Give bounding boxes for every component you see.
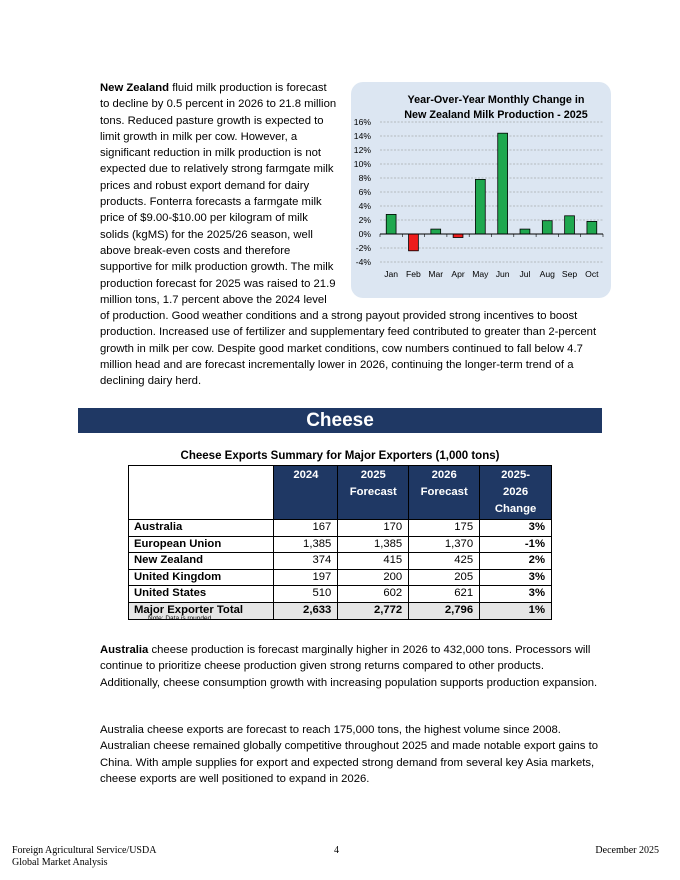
x-tick-label: Aug: [539, 269, 555, 279]
total-2026: 2,796: [409, 602, 480, 619]
australia-body: cheese production is forecast marginally higher in 2026 to 432,000 tons. Processors will continue to prioritize cheese production given strong returns compared to other products. Additionally, cheese consumption growth with increasing population supports production expansion.: [100, 644, 598, 689]
header-2025: [338, 466, 409, 520]
total-name: Major Exporter Total: [129, 602, 274, 619]
cheese-exports-table: [128, 465, 552, 620]
cell-change: 3%: [480, 520, 552, 537]
footer-date: December 2025: [595, 845, 659, 856]
x-tick-label: Jun: [495, 269, 510, 279]
total-change: 1%: [480, 602, 552, 619]
chart-title-line: Year-Over-Year Monthly Change in: [407, 94, 585, 106]
header-line: 2024: [293, 469, 319, 481]
cell-2026: 1,370: [409, 536, 480, 553]
header-line: 2025: [360, 469, 386, 481]
cell-2025: 200: [338, 569, 409, 586]
header-line: Change: [494, 503, 537, 515]
header-line: 2025-: [501, 469, 530, 481]
x-tick-label: Oct: [585, 269, 599, 279]
row-name: Australia: [129, 520, 274, 537]
cell-2025: 170: [338, 520, 409, 537]
x-tick-label: Jul: [519, 269, 531, 279]
footer-agency: [12, 845, 156, 869]
y-tick-label: 16%: [353, 117, 371, 127]
header-line: Forecast: [420, 486, 468, 498]
y-tick-label: 14%: [353, 131, 371, 141]
cell-2026: 425: [409, 553, 480, 570]
y-tick-label: 0%: [358, 229, 371, 239]
x-tick-label: Apr: [451, 269, 465, 279]
header-blank: [129, 466, 274, 520]
australia-paragraph: [100, 642, 600, 691]
x-tick-label: Feb: [406, 269, 421, 279]
total-2025: 2,772: [338, 602, 409, 619]
table-row: [129, 520, 552, 537]
table-note: Note: Data is rounded.: [148, 615, 214, 622]
row-name: United States: [129, 586, 274, 603]
y-tick-label: 6%: [358, 187, 371, 197]
x-tick-label: Jan: [384, 269, 399, 279]
row-name: European Union: [129, 536, 274, 553]
y-tick-label: -4%: [355, 257, 371, 267]
x-tick-label: May: [472, 269, 489, 279]
cell-2026: 175: [409, 520, 480, 537]
nz-lead: New Zealand: [100, 82, 170, 94]
footer-report-name: Global Market Analysis: [12, 857, 108, 868]
australia-lead: Australia: [100, 644, 149, 656]
cell-2024: 197: [274, 569, 338, 586]
row-name: New Zealand: [129, 553, 274, 570]
x-tick-label: Sep: [561, 269, 578, 279]
y-tick-label: 12%: [353, 145, 371, 155]
cell-2024: 510: [274, 586, 338, 603]
cell-change: 3%: [480, 586, 552, 603]
cell-2024: 167: [274, 520, 338, 537]
cell-2026: 621: [409, 586, 480, 603]
x-tick-label: Mar: [428, 269, 444, 279]
header-2026: [409, 466, 480, 520]
table-row: [129, 569, 552, 586]
table-header-row: [129, 466, 552, 520]
cell-2024: 374: [274, 553, 338, 570]
y-tick-label: 4%: [358, 201, 371, 211]
table-row: [129, 586, 552, 603]
cell-change: 3%: [480, 569, 552, 586]
header-line: 2026: [502, 486, 529, 498]
section-header-cheese: Cheese: [78, 408, 602, 433]
y-tick-label: -2%: [355, 243, 371, 253]
total-2024: 2,633: [274, 602, 338, 619]
nz-body: fluid milk production is forecast to decline by 0.5 percent in 2026 to 21.8 million tons. Reduced pasture growth is expected to limit growth in milk per cow. However, a significant reduction in milk production is not expected due to relatively strong farmgate milk prices and robust export demand for dairy products. Fonterra forecasts a farmgate milk price of $9.00-$10.00 per kilogram of milk solids (kgMS) for the 2025/26 season, well above break-even costs and therefore supportive for milk production growth. The milk production forecast for 2025 was raised to 21.9 million tons, 1.7 percent above the 2024 level of production. Good weather conditions and a strong payout provided strong incentives to boost production. Increased use of fertilizer and supplementary feed contributed to greater than 2-percent growth in milk per cow. Despite good market conditions, cow numbers continued to fall below 4.7 million head and are forecast incrementally lower in 2026, continuing the longer-term trend of a declining dairy herd.: [100, 82, 597, 388]
cell-2025: 602: [338, 586, 409, 603]
y-tick-label: 2%: [358, 215, 371, 225]
nz-paragraph: [100, 80, 600, 390]
y-tick-label: 8%: [358, 173, 371, 183]
cell-2024: 1,385: [274, 536, 338, 553]
header-line: 2026: [431, 469, 457, 481]
chart-float-spacer: [344, 80, 610, 300]
table-title: Cheese Exports Summary for Major Exporters (1,000 tons): [180, 450, 500, 462]
header-line: Forecast: [349, 486, 397, 498]
table-row: [129, 536, 552, 553]
australia-exports-paragraph: Australia cheese exports are forecast to reach 175,000 tons, the highest volume since 2008. Australian cheese remained globally competitive throughout 2025 and made notable export gains to China. With ample supplies for export and expected strong demand from several key Asia markets, cheese exports are well positioned to expand in 2026.: [100, 724, 599, 785]
row-name: United Kingdom: [129, 569, 274, 586]
y-tick-label: 10%: [353, 159, 371, 169]
header-change: [480, 466, 552, 520]
header-2024: [274, 466, 338, 520]
cell-2025: 415: [338, 553, 409, 570]
cell-change: -1%: [480, 536, 552, 553]
chart-title-line: New Zealand Milk Production - 2025: [404, 109, 588, 121]
cell-2026: 205: [409, 569, 480, 586]
footer-agency-name: Foreign Agricultural Service/USDA: [12, 845, 157, 856]
page-number: 4: [334, 845, 339, 856]
cell-change: 2%: [480, 553, 552, 570]
cell-2025: 1,385: [338, 536, 409, 553]
table-row: [129, 553, 552, 570]
